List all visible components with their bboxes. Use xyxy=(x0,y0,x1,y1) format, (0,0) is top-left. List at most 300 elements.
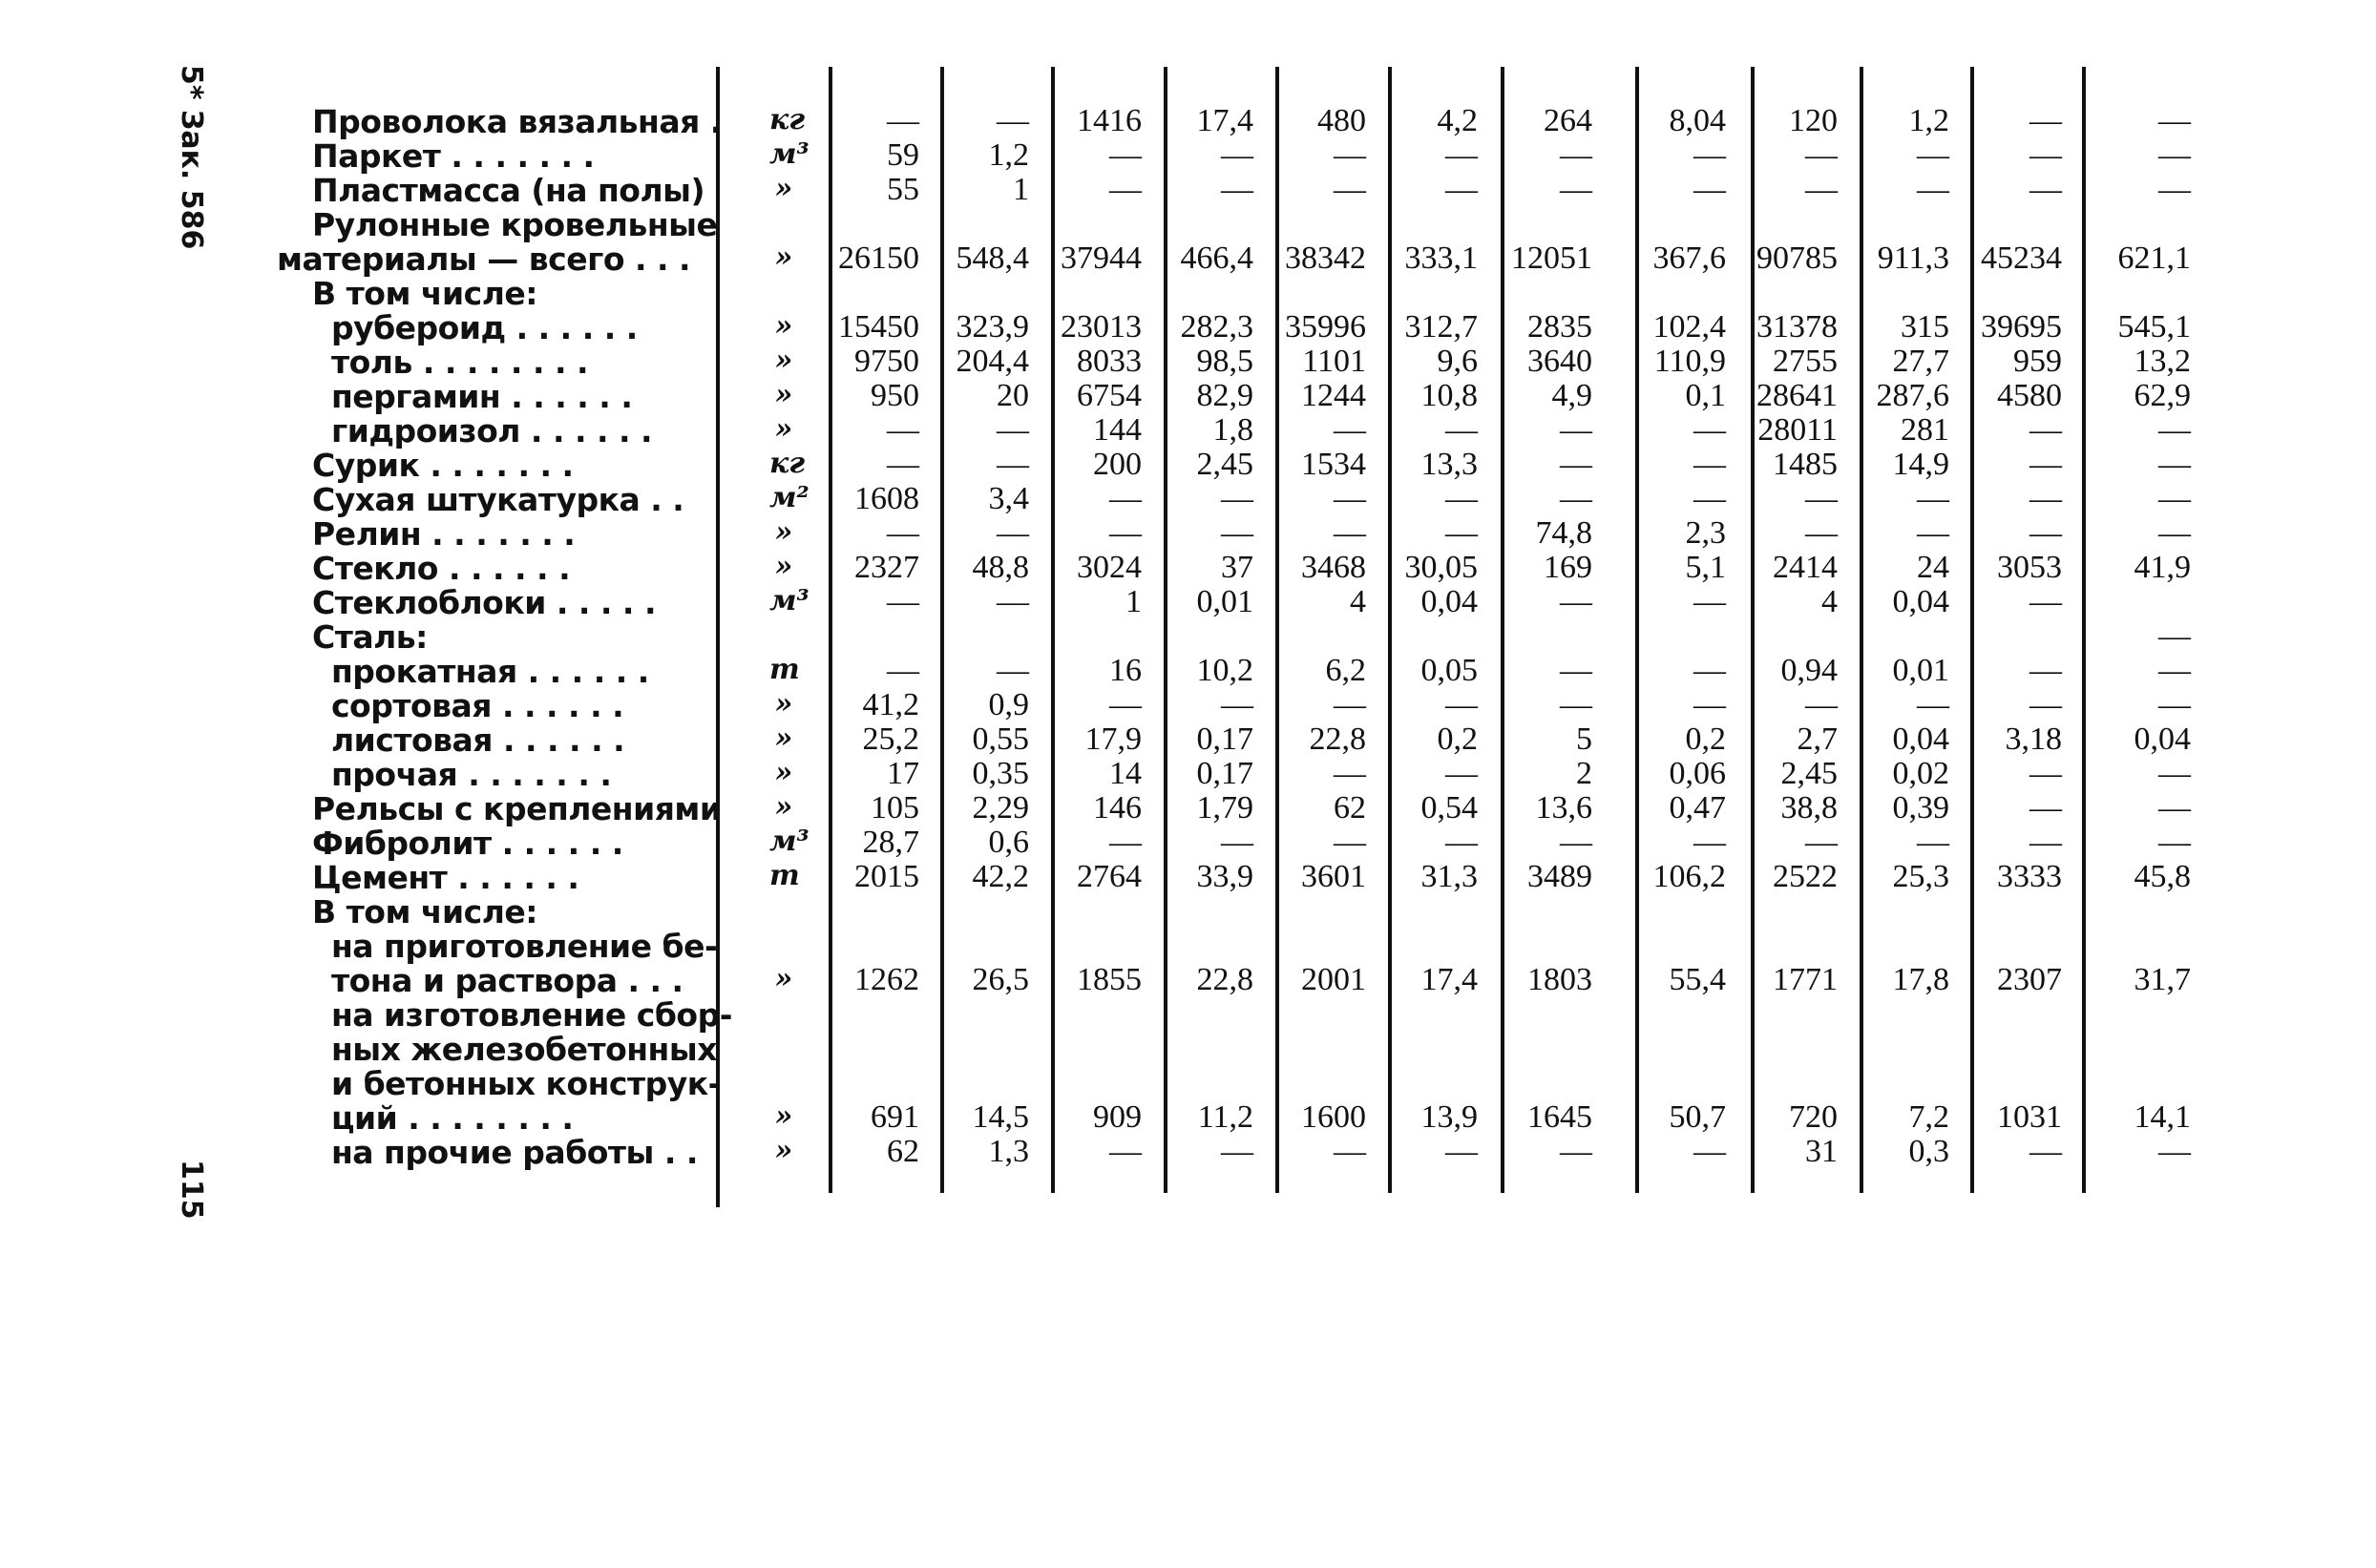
table-cell: 55 xyxy=(887,172,919,207)
table-cell: 11,2 xyxy=(1197,1099,1253,1135)
table-cell: 1 xyxy=(1013,172,1029,207)
row-label: ных железобетонных xyxy=(331,1031,717,1068)
row-unit: м³ xyxy=(769,137,810,171)
column-rule xyxy=(1164,67,1167,1193)
table-cell: 0,2 xyxy=(1437,721,1478,757)
table-cell: 2522 xyxy=(1773,859,1838,894)
table-cell: 31378 xyxy=(1756,309,1838,345)
table-cell: 4580 xyxy=(1997,378,2062,413)
table-cell: 312,7 xyxy=(1404,309,1478,345)
table-cell: 1 xyxy=(1125,584,1142,619)
table-cell: — xyxy=(997,653,1029,688)
table-cell: 3640 xyxy=(1527,344,1592,379)
table-cell: — xyxy=(2029,825,2062,860)
table-cell: 14,5 xyxy=(972,1099,1029,1135)
table-cell: 13,2 xyxy=(2134,344,2191,379)
table-cell: — xyxy=(1805,481,1838,516)
table-cell: 90785 xyxy=(1756,240,1838,276)
table-cell: 4,9 xyxy=(1551,378,1592,413)
table-cell: 0,39 xyxy=(1892,790,1949,826)
table-cell: 720 xyxy=(1789,1099,1838,1135)
table-cell: 62 xyxy=(887,1134,919,1169)
table-cell: 13,9 xyxy=(1420,1099,1478,1135)
table-cell: — xyxy=(2158,481,2191,516)
table-cell: — xyxy=(2029,481,2062,516)
table-cell: 0,54 xyxy=(1420,790,1478,826)
table-cell: 1101 xyxy=(1302,344,1366,379)
table-cell: 0,1 xyxy=(1685,378,1726,413)
table-cell: — xyxy=(2029,412,2062,448)
row-label: Пластмасса (на полы) xyxy=(312,172,705,209)
row-unit: » xyxy=(774,790,793,824)
table-cell: 0,35 xyxy=(972,756,1029,791)
row-unit: » xyxy=(774,1099,793,1133)
row-label: Релин . . . . . . . xyxy=(312,515,576,553)
table-cell: — xyxy=(1334,825,1366,860)
table-cell: 2,7 xyxy=(1797,721,1838,757)
table-cell: — xyxy=(2158,1134,2191,1169)
row-label: листовая . . . . . . xyxy=(331,721,625,759)
table-cell: 0,06 xyxy=(1669,756,1726,791)
table-cell: 20 xyxy=(997,378,1029,413)
table-cell: 98,5 xyxy=(1196,344,1253,379)
table-cell: 1,2 xyxy=(988,137,1029,173)
row-unit: м² xyxy=(769,481,810,514)
table-cell: 6,2 xyxy=(1325,653,1366,688)
table-cell: — xyxy=(1560,825,1592,860)
table-cell: — xyxy=(1334,756,1366,791)
table-cell: — xyxy=(1805,172,1838,207)
table-cell: 16 xyxy=(1109,653,1142,688)
table-cell: 8,04 xyxy=(1669,103,1726,138)
table-cell: — xyxy=(887,103,919,138)
table-cell: — xyxy=(1693,1134,1726,1169)
table-cell: — xyxy=(1109,515,1142,551)
table-cell: 38342 xyxy=(1285,240,1366,276)
table-cell: 31,7 xyxy=(2134,962,2191,997)
table-cell: 4 xyxy=(1350,584,1366,619)
table-cell: — xyxy=(1805,515,1838,551)
table-cell: 17,8 xyxy=(1892,962,1949,997)
table-cell: 4,2 xyxy=(1437,103,1478,138)
column-rule xyxy=(940,67,944,1193)
row-unit: » xyxy=(774,309,793,343)
table-cell: 3468 xyxy=(1301,550,1366,585)
row-label: Фибролит . . . . . . xyxy=(312,825,623,862)
table-cell: 26,5 xyxy=(972,962,1029,997)
table-cell: 31 xyxy=(1805,1134,1838,1169)
table-cell: 466,4 xyxy=(1180,240,1253,276)
table-cell: 2,3 xyxy=(1685,515,1726,551)
table-cell: 3489 xyxy=(1527,859,1592,894)
row-unit: » xyxy=(774,515,793,549)
table-cell: 13,3 xyxy=(1420,447,1478,482)
row-label: на приготовление бе- xyxy=(331,928,718,965)
table-cell: 0,17 xyxy=(1196,721,1253,757)
table-cell: — xyxy=(997,103,1029,138)
row-label: тона и раствора . . . xyxy=(331,962,683,999)
table-cell: 1485 xyxy=(1773,447,1838,482)
table-cell: — xyxy=(1693,137,1726,173)
table-cell: 62 xyxy=(1334,790,1366,826)
table-cell: — xyxy=(1560,687,1592,722)
table-cell: — xyxy=(1917,825,1949,860)
table-cell: 41,9 xyxy=(2134,550,2191,585)
table-cell: 10,8 xyxy=(1420,378,1478,413)
table-cell: — xyxy=(2029,103,2062,138)
table-cell: 3,18 xyxy=(2005,721,2062,757)
row-label: сортовая . . . . . . xyxy=(331,687,624,724)
table-cell: 1645 xyxy=(1527,1099,1592,1135)
table-cell: 17,9 xyxy=(1084,721,1142,757)
table-cell: 281 xyxy=(1901,412,1949,448)
table-cell: 2414 xyxy=(1773,550,1838,585)
table-cell: 169 xyxy=(1544,550,1592,585)
row-label: и бетонных конструк- xyxy=(331,1065,721,1102)
table-cell: 1416 xyxy=(1077,103,1142,138)
table-cell: 323,9 xyxy=(956,309,1029,345)
table-cell: 5,1 xyxy=(1685,550,1726,585)
column-rule xyxy=(829,67,832,1193)
table-cell: — xyxy=(1445,687,1478,722)
table-cell: 6754 xyxy=(1077,378,1142,413)
table-cell: 2015 xyxy=(854,859,919,894)
table-cell: 367,6 xyxy=(1652,240,1726,276)
table-cell: — xyxy=(887,584,919,619)
table-cell: — xyxy=(1445,137,1478,173)
table-cell: 144 xyxy=(1093,412,1142,448)
table-cell: 548,4 xyxy=(956,240,1029,276)
column-rule xyxy=(1388,67,1392,1193)
row-label: рубероид . . . . . . xyxy=(331,309,638,346)
row-unit: т xyxy=(769,859,800,892)
table-cell: 8033 xyxy=(1077,344,1142,379)
row-unit: » xyxy=(774,172,793,205)
row-label: гидроизол . . . . . . xyxy=(331,412,653,449)
row-label: Паркет . . . . . . . xyxy=(312,137,595,175)
row-unit: » xyxy=(774,378,793,411)
table-cell: 41,2 xyxy=(862,687,919,722)
table-cell: 3601 xyxy=(1301,859,1366,894)
table-cell: — xyxy=(1445,412,1478,448)
table-cell: 55,4 xyxy=(1669,962,1726,997)
table-cell: 691 xyxy=(871,1099,919,1135)
table-cell: 31,3 xyxy=(1420,859,1478,894)
table-cell: 1771 xyxy=(1773,962,1838,997)
table-cell: — xyxy=(2029,1134,2062,1169)
table-cell: 39695 xyxy=(1981,309,2062,345)
table-cell: 82,9 xyxy=(1196,378,1253,413)
row-label: на прочие работы . . xyxy=(331,1134,698,1171)
table-cell: — xyxy=(2158,618,2191,654)
row-unit: » xyxy=(774,344,793,377)
table-cell: — xyxy=(2158,515,2191,551)
table-cell: 0,05 xyxy=(1420,653,1478,688)
table-cell: — xyxy=(997,515,1029,551)
table-cell: 2,45 xyxy=(1780,756,1838,791)
table-cell: 14 xyxy=(1109,756,1142,791)
row-label: толь . . . . . . . . xyxy=(331,344,589,381)
table-cell: 0,04 xyxy=(1892,721,1949,757)
row-label: Стекло . . . . . . xyxy=(312,550,571,587)
table-cell: — xyxy=(1917,137,1949,173)
table-cell: — xyxy=(887,412,919,448)
row-unit: » xyxy=(774,962,793,995)
table-cell: — xyxy=(1445,756,1478,791)
table-cell: — xyxy=(1334,412,1366,448)
column-rule xyxy=(1970,67,1974,1193)
table-cell: — xyxy=(1334,1134,1366,1169)
table-cell: 0,01 xyxy=(1892,653,1949,688)
table-cell: 59 xyxy=(887,137,919,173)
table-cell: — xyxy=(2029,447,2062,482)
row-label: прочая . . . . . . . xyxy=(331,756,612,793)
table-cell: 1,3 xyxy=(988,1134,1029,1169)
table-cell: — xyxy=(1221,825,1253,860)
table-cell: — xyxy=(2158,756,2191,791)
table-cell: 35996 xyxy=(1285,309,1366,345)
row-unit: » xyxy=(774,240,793,274)
table-cell: 0,9 xyxy=(988,687,1029,722)
table-cell: — xyxy=(1560,447,1592,482)
table-cell: 102,4 xyxy=(1652,309,1726,345)
table-cell: — xyxy=(2158,447,2191,482)
row-unit: » xyxy=(774,721,793,755)
table-cell: 0,55 xyxy=(972,721,1029,757)
table-cell: — xyxy=(887,515,919,551)
table-cell: — xyxy=(1334,481,1366,516)
table-cell: — xyxy=(1560,481,1592,516)
table-cell: — xyxy=(1560,1134,1592,1169)
table-cell: — xyxy=(1917,687,1949,722)
table-cell: — xyxy=(1334,137,1366,173)
table-cell: 12051 xyxy=(1511,240,1592,276)
row-unit: » xyxy=(774,687,793,721)
table-cell: 30,05 xyxy=(1404,550,1478,585)
table-cell: — xyxy=(1693,687,1726,722)
table-cell: 105 xyxy=(871,790,919,826)
table-cell: 911,3 xyxy=(1877,240,1949,276)
table-cell: — xyxy=(1445,515,1478,551)
row-label: Цемент . . . . . . xyxy=(312,859,579,896)
table-cell: 2755 xyxy=(1773,344,1838,379)
table-cell: — xyxy=(1445,1134,1478,1169)
table-cell: 545,1 xyxy=(2117,309,2191,345)
table-cell: 3024 xyxy=(1077,550,1142,585)
column-rule xyxy=(1751,67,1755,1193)
table-cell: 264 xyxy=(1544,103,1592,138)
column-rule xyxy=(1501,67,1504,1193)
table-cell: 1262 xyxy=(854,962,919,997)
table-cell: 2,45 xyxy=(1196,447,1253,482)
row-unit: м³ xyxy=(769,825,810,858)
row-label: Стеклоблоки . . . . . xyxy=(312,584,656,621)
table-cell: 3053 xyxy=(1997,550,2062,585)
table-cell: 22,8 xyxy=(1309,721,1366,757)
table-cell: — xyxy=(1334,687,1366,722)
row-label: ций . . . . . . . . xyxy=(331,1099,574,1137)
table-cell: 2 xyxy=(1576,756,1592,791)
table-cell: 0,2 xyxy=(1685,721,1726,757)
table-cell: — xyxy=(2029,756,2062,791)
table-cell: — xyxy=(1334,172,1366,207)
row-label: Проволока вязальная . xyxy=(312,103,722,140)
table-cell: 0,01 xyxy=(1196,584,1253,619)
table-cell: 315 xyxy=(1901,309,1949,345)
table-cell: — xyxy=(1445,481,1478,516)
table-cell: — xyxy=(2158,412,2191,448)
table-cell: 0,47 xyxy=(1669,790,1726,826)
column-rule xyxy=(1860,67,1863,1193)
table-cell: 25,2 xyxy=(862,721,919,757)
table-cell: — xyxy=(1805,687,1838,722)
table-cell: 26150 xyxy=(838,240,919,276)
table-cell: 480 xyxy=(1317,103,1366,138)
table-cell: 37 xyxy=(1221,550,1253,585)
table-cell: — xyxy=(2029,790,2062,826)
table-cell: 13,6 xyxy=(1535,790,1592,826)
table-cell: — xyxy=(1109,137,1142,173)
table-cell: — xyxy=(2158,687,2191,722)
row-label: Рельсы с креплениями xyxy=(312,790,722,827)
table-cell: 28,7 xyxy=(862,825,919,860)
table-cell: 287,6 xyxy=(1876,378,1949,413)
table-cell: — xyxy=(1109,172,1142,207)
table-cell: 106,2 xyxy=(1652,859,1726,894)
table-cell: — xyxy=(2029,653,2062,688)
table-cell: — xyxy=(1109,1134,1142,1169)
table-cell: 0,04 xyxy=(1420,584,1478,619)
row-unit: т xyxy=(769,653,800,686)
table-cell: 1,79 xyxy=(1196,790,1253,826)
table-cell: 0,17 xyxy=(1196,756,1253,791)
table-cell: — xyxy=(2029,137,2062,173)
table-cell: — xyxy=(1221,137,1253,173)
table-cell: — xyxy=(1693,447,1726,482)
table-cell: — xyxy=(2158,137,2191,173)
table-cell: 37944 xyxy=(1061,240,1142,276)
table-cell: 909 xyxy=(1093,1099,1142,1135)
table-cell: — xyxy=(1221,172,1253,207)
table-cell: 38,8 xyxy=(1780,790,1838,826)
table-cell: 1855 xyxy=(1077,962,1142,997)
table-cell: 110,9 xyxy=(1653,344,1726,379)
row-label: прокатная . . . . . . xyxy=(331,653,649,690)
table-cell: — xyxy=(1693,412,1726,448)
table-cell: 200 xyxy=(1093,447,1142,482)
table-cell: 27,7 xyxy=(1892,344,1949,379)
table-cell: 0,04 xyxy=(1892,584,1949,619)
column-rule xyxy=(1635,67,1639,1193)
table-cell: 17,4 xyxy=(1420,962,1478,997)
table-cell: 4 xyxy=(1821,584,1838,619)
table-cell: 17 xyxy=(887,756,919,791)
table-cell: 25,3 xyxy=(1892,859,1949,894)
table-cell: 3333 xyxy=(1997,859,2062,894)
table-cell: — xyxy=(2158,790,2191,826)
table-cell: — xyxy=(2158,172,2191,207)
table-cell: 282,3 xyxy=(1180,309,1253,345)
row-unit: » xyxy=(774,412,793,446)
table-cell: — xyxy=(997,412,1029,448)
table-cell: 9750 xyxy=(854,344,919,379)
table-cell: — xyxy=(1693,825,1726,860)
table-cell: 33,9 xyxy=(1196,859,1253,894)
table-cell: 1244 xyxy=(1301,378,1366,413)
table-cell: 1534 xyxy=(1301,447,1366,482)
table-cell: 1,2 xyxy=(1908,103,1949,138)
row-unit: » xyxy=(774,550,793,583)
table-cell: 74,8 xyxy=(1535,515,1592,551)
table-cell: — xyxy=(1109,481,1142,516)
table-cell: 15450 xyxy=(838,309,919,345)
table-cell: 2764 xyxy=(1077,859,1142,894)
table-cell: — xyxy=(1109,825,1142,860)
row-label: В том числе: xyxy=(312,275,537,312)
table-cell: 0,6 xyxy=(988,825,1029,860)
table-cell: — xyxy=(2029,172,2062,207)
table-cell: 120 xyxy=(1789,103,1838,138)
row-label: Сухая штукатурка . . xyxy=(312,481,684,518)
table-cell: 1803 xyxy=(1527,962,1592,997)
table-cell: — xyxy=(1221,481,1253,516)
table-cell: 9,6 xyxy=(1437,344,1478,379)
table-cell: 7,2 xyxy=(1908,1099,1949,1135)
table-cell: 5 xyxy=(1576,721,1592,757)
table-cell: 959 xyxy=(2013,344,2062,379)
table-cell: — xyxy=(2029,687,2062,722)
table-cell: — xyxy=(2158,103,2191,138)
table-cell: — xyxy=(1805,825,1838,860)
table-cell: — xyxy=(997,584,1029,619)
table-cell: — xyxy=(2158,653,2191,688)
table-cell: 1608 xyxy=(854,481,919,516)
table-cell: 1600 xyxy=(1301,1099,1366,1135)
column-rule xyxy=(1275,67,1279,1193)
row-label: материалы — всего . . . xyxy=(277,240,691,278)
table-cell: — xyxy=(1917,481,1949,516)
row-label: В том числе: xyxy=(312,893,537,930)
table-cell: — xyxy=(887,447,919,482)
table-cell: — xyxy=(1917,172,1949,207)
table-cell: — xyxy=(1917,515,1949,551)
table-cell: — xyxy=(1693,653,1726,688)
table-cell: 2001 xyxy=(1301,962,1366,997)
table-cell: — xyxy=(2029,515,2062,551)
table-cell: 3,4 xyxy=(988,481,1029,516)
table-cell: 14,1 xyxy=(2134,1099,2191,1135)
table-cell: — xyxy=(1221,515,1253,551)
table-cell: — xyxy=(1221,1134,1253,1169)
table-cell: 1031 xyxy=(1997,1099,2062,1135)
table-cell: — xyxy=(1560,653,1592,688)
row-unit: » xyxy=(774,756,793,789)
side-margin-note: 5* Зак. 586 xyxy=(175,65,208,250)
column-rule xyxy=(1051,67,1055,1193)
row-label: Сталь: xyxy=(312,618,428,656)
table-cell: — xyxy=(1445,825,1478,860)
table-cell: 45234 xyxy=(1981,240,2062,276)
table-cell: — xyxy=(887,653,919,688)
table-cell: — xyxy=(1693,172,1726,207)
table-cell: 0,02 xyxy=(1892,756,1949,791)
table-cell: 0,94 xyxy=(1780,653,1838,688)
table-cell: — xyxy=(1109,687,1142,722)
table-cell: 23013 xyxy=(1061,309,1142,345)
table-cell: 146 xyxy=(1093,790,1142,826)
table-cell: 50,7 xyxy=(1669,1099,1726,1135)
row-label: Рулонные кровельные xyxy=(312,206,718,243)
